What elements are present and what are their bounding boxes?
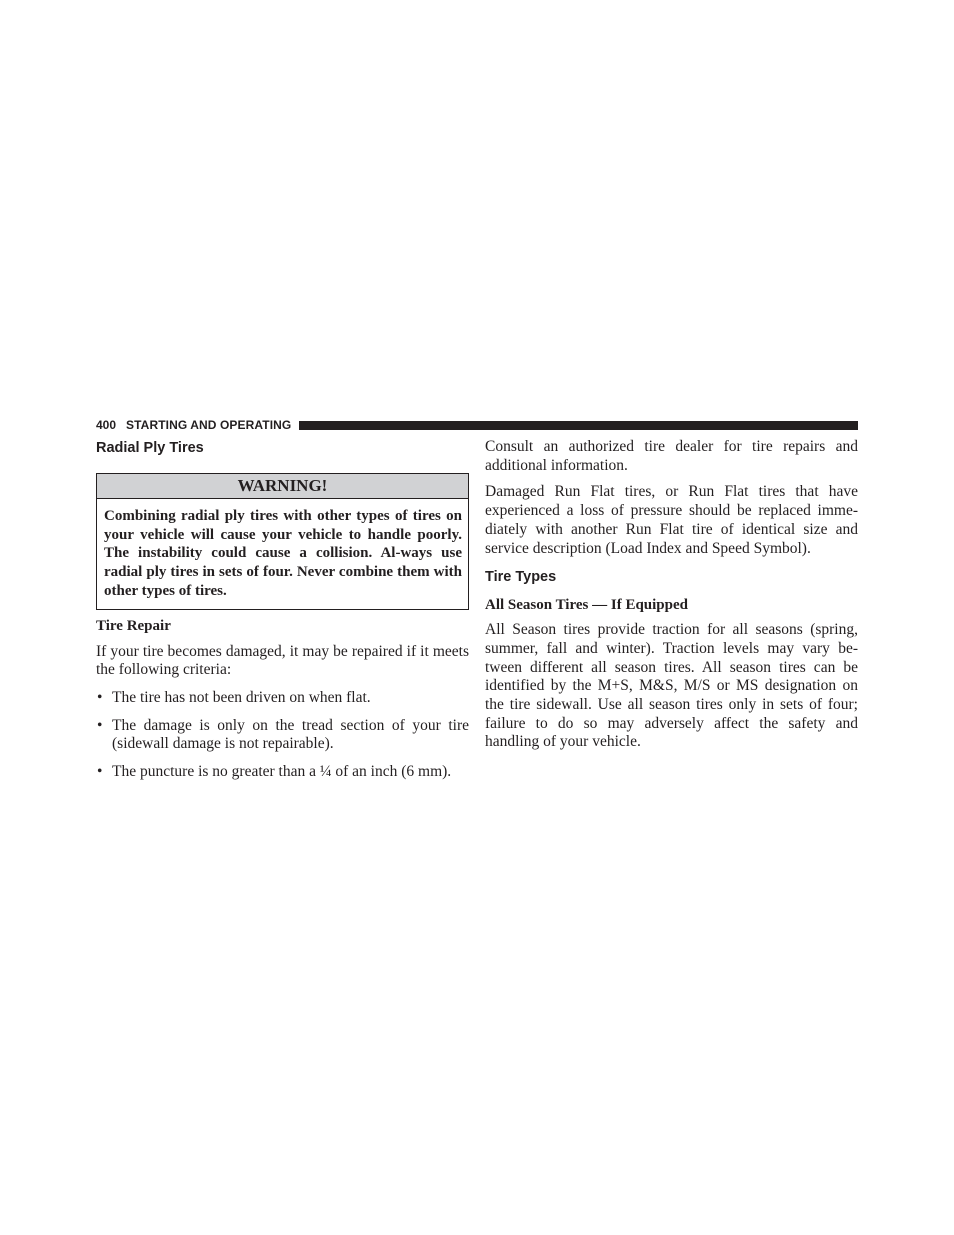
header-rule bbox=[299, 421, 858, 430]
list-item bbox=[96, 689, 469, 708]
warning-text: Combining radial ply tires with other types of tires on your vehicle will cause your vehicle to handle poorly. The instability could cause a collision. Al-ways use radial ply tires in sets of four. Never combine them with other types of tires. bbox=[104, 508, 462, 599]
bullet-icon: • bbox=[97, 688, 103, 706]
tire-repair-intro: If your tire becomes damaged, it may be repaired if it meets the following criteria: bbox=[96, 642, 469, 679]
list-item bbox=[96, 763, 469, 782]
tire-repair-heading: Tire Repair bbox=[96, 617, 171, 634]
tire-types-heading: Tire Types bbox=[485, 569, 557, 586]
page-header bbox=[96, 417, 858, 433]
repair-criteria-list bbox=[96, 689, 469, 782]
all-season-paragraph: All Season tires provide traction for all seasons (spring, summer, fall and winter). Traction levels may vary be-tween different all season tires. All season tires can be identified by the M+S, M&S, M/S or MS designation on the tire sidewall. Use all season tires only in sets of four; failure to do so may adversely affect the safety and handling of your vehicle. bbox=[485, 621, 858, 751]
list-item bbox=[96, 717, 469, 754]
left-column bbox=[96, 438, 469, 791]
page-number: 400 bbox=[96, 418, 117, 432]
consult-dealer-paragraph: Consult an authorized tire dealer for tire repairs and additional information. bbox=[485, 438, 858, 474]
bullet-icon: • bbox=[97, 763, 103, 781]
radial-ply-heading: Radial Ply Tires bbox=[96, 440, 204, 456]
warning-box bbox=[96, 473, 469, 610]
list-item-text: The damage is only on the tread section of your tire (sidewall damage is not repairable). bbox=[112, 716, 469, 753]
warning-title: WARNING! bbox=[97, 474, 468, 499]
bullet-icon: • bbox=[97, 716, 103, 734]
list-item-text: The puncture is no greater than a ¼ of an inch (6 mm). bbox=[112, 763, 452, 781]
list-item-text: The tire has not been driven on when flat. bbox=[112, 688, 371, 706]
section-title: STARTING AND OPERATING bbox=[126, 418, 292, 432]
run-flat-paragraph: Damaged Run Flat tires, or Run Flat tires that have experienced a loss of pressure should be replaced imme-diately with another Run Flat tire of identical size and service description (Load Index and Speed Symbol). bbox=[485, 483, 858, 557]
all-season-heading: All Season Tires — If Equipped bbox=[485, 597, 688, 614]
right-column bbox=[485, 438, 858, 752]
